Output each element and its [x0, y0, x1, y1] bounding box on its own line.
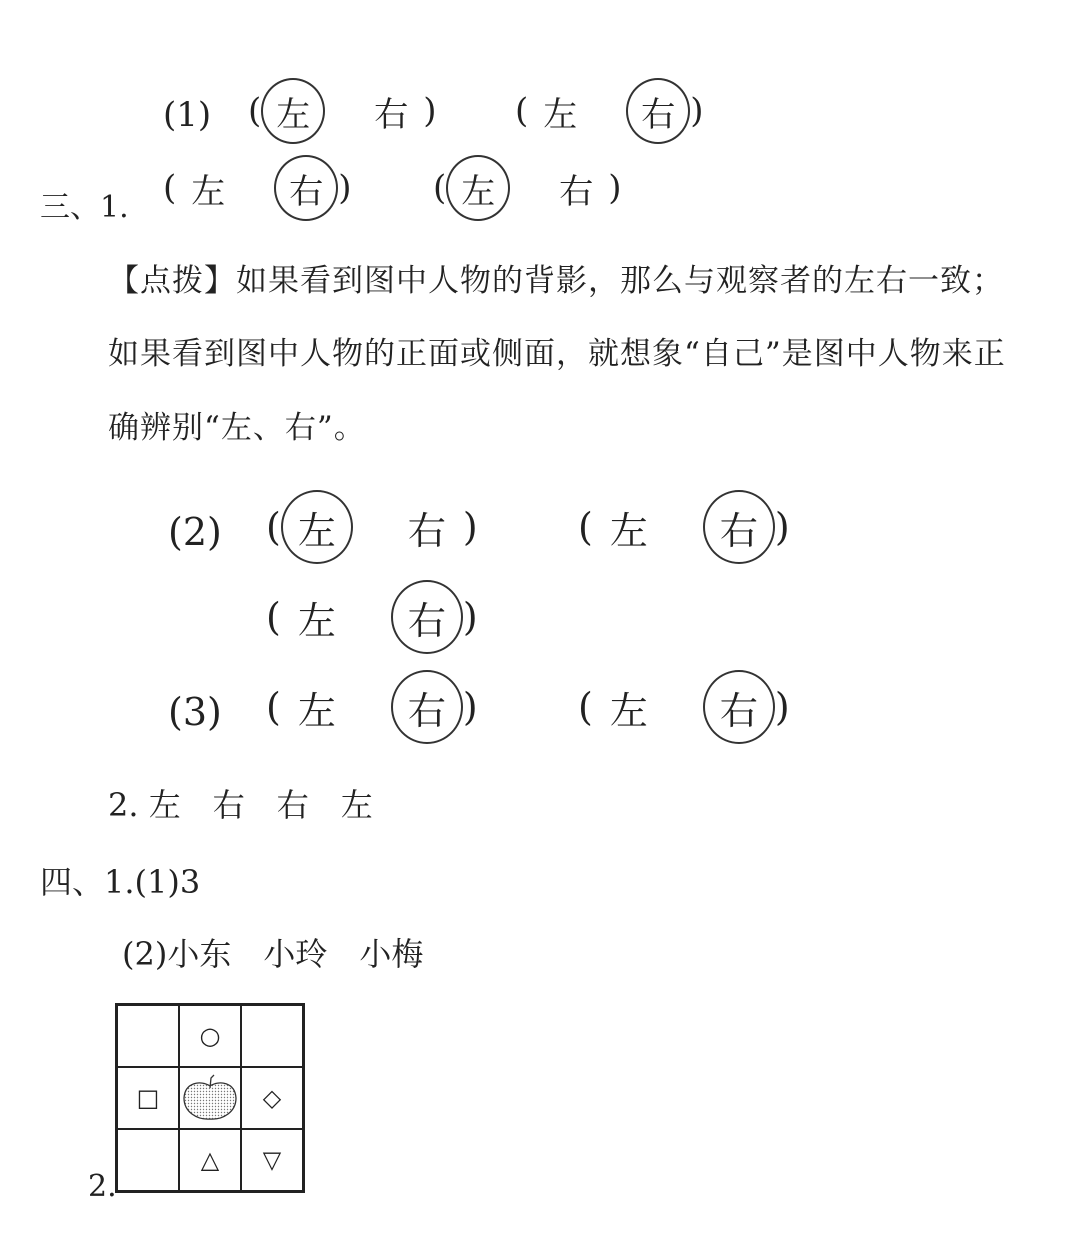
option-right: 右: [703, 490, 775, 564]
spacer: [665, 505, 703, 549]
option-right: 右: [559, 171, 594, 212]
section4-line1: 四、1.(1)3: [40, 863, 201, 901]
grid-cell: ▽: [241, 1129, 303, 1191]
spacer: [510, 168, 544, 208]
option-right: 右: [391, 670, 463, 744]
grid-cell: [241, 1005, 303, 1067]
close-paren: ): [462, 685, 478, 729]
tip-line-2: 如果看到图中人物的正面或侧面，就想象“自己”是图中人物来正: [108, 336, 1006, 372]
answer-group: [266, 490, 478, 564]
spacer: [665, 685, 703, 729]
open-paren: (: [578, 685, 593, 729]
q2-label: (2): [168, 510, 222, 554]
tip-line-3: 确辨别“左、右”。: [108, 410, 366, 446]
grid-cell: ◇: [241, 1067, 303, 1129]
q2-label-grid: 2.: [88, 1169, 117, 1204]
close-paren: ): [608, 168, 622, 208]
section4-line2: (2)小东 小玲 小梅: [122, 935, 424, 973]
spacer: [240, 168, 274, 208]
answer-group: [515, 78, 704, 144]
option-left: 左: [191, 171, 226, 212]
close-paren: ): [338, 168, 352, 208]
answer-group: [266, 580, 478, 654]
grid-cell: □: [117, 1067, 179, 1129]
open-paren: (: [433, 168, 447, 208]
spacer: [353, 595, 391, 639]
answer-group: [266, 670, 478, 744]
close-paren: ): [774, 685, 790, 729]
grid-cell: ○: [179, 1005, 241, 1067]
spacer: [325, 91, 359, 131]
answer-group: [578, 670, 790, 744]
option-left: 左: [609, 508, 648, 553]
answer-2: 2. 左 右 右 左: [108, 786, 373, 824]
tip-line-1: 【点拨】如果看到图中人物的背影，那么与观察者的左右一致；: [108, 263, 1004, 299]
option-left: 左: [543, 94, 578, 135]
option-right: 右: [703, 670, 775, 744]
q3-label: (3): [168, 690, 222, 734]
open-paren: (: [163, 168, 177, 208]
close-paren: ): [462, 595, 478, 639]
grid-cell: [117, 1005, 179, 1067]
option-left: 左: [609, 688, 648, 733]
spacer: [592, 91, 626, 131]
answer-group: [163, 155, 352, 221]
option-right: 右: [626, 78, 690, 144]
spacer: [353, 685, 391, 729]
section3-label: 三、1.: [40, 190, 129, 225]
q1-label: (1): [163, 95, 212, 135]
option-left: 左: [281, 490, 353, 564]
shape-grid: [115, 1003, 305, 1193]
open-paren: (: [578, 505, 593, 549]
close-paren: ): [423, 91, 437, 131]
grid-cell: [117, 1129, 179, 1191]
answer-group: [578, 490, 790, 564]
open-paren: (: [248, 91, 262, 131]
close-paren: ): [462, 505, 478, 549]
close-paren: ): [690, 91, 704, 131]
close-paren: ): [774, 505, 790, 549]
open-paren: (: [266, 685, 281, 729]
answer-group: [248, 78, 437, 144]
option-left: 左: [297, 598, 336, 643]
option-left: 左: [446, 155, 510, 221]
option-right: 右: [374, 94, 409, 135]
option-left: 左: [261, 78, 325, 144]
option-right: 右: [391, 580, 463, 654]
option-right: 右: [407, 508, 446, 553]
spacer: [353, 505, 391, 549]
grid-cell: △: [179, 1129, 241, 1191]
answer-group: [433, 155, 622, 221]
open-paren: (: [266, 505, 281, 549]
apple-icon: [179, 1067, 241, 1129]
open-paren: (: [515, 91, 529, 131]
open-paren: (: [266, 595, 281, 639]
option-right: 右: [274, 155, 338, 221]
option-left: 左: [297, 688, 336, 733]
